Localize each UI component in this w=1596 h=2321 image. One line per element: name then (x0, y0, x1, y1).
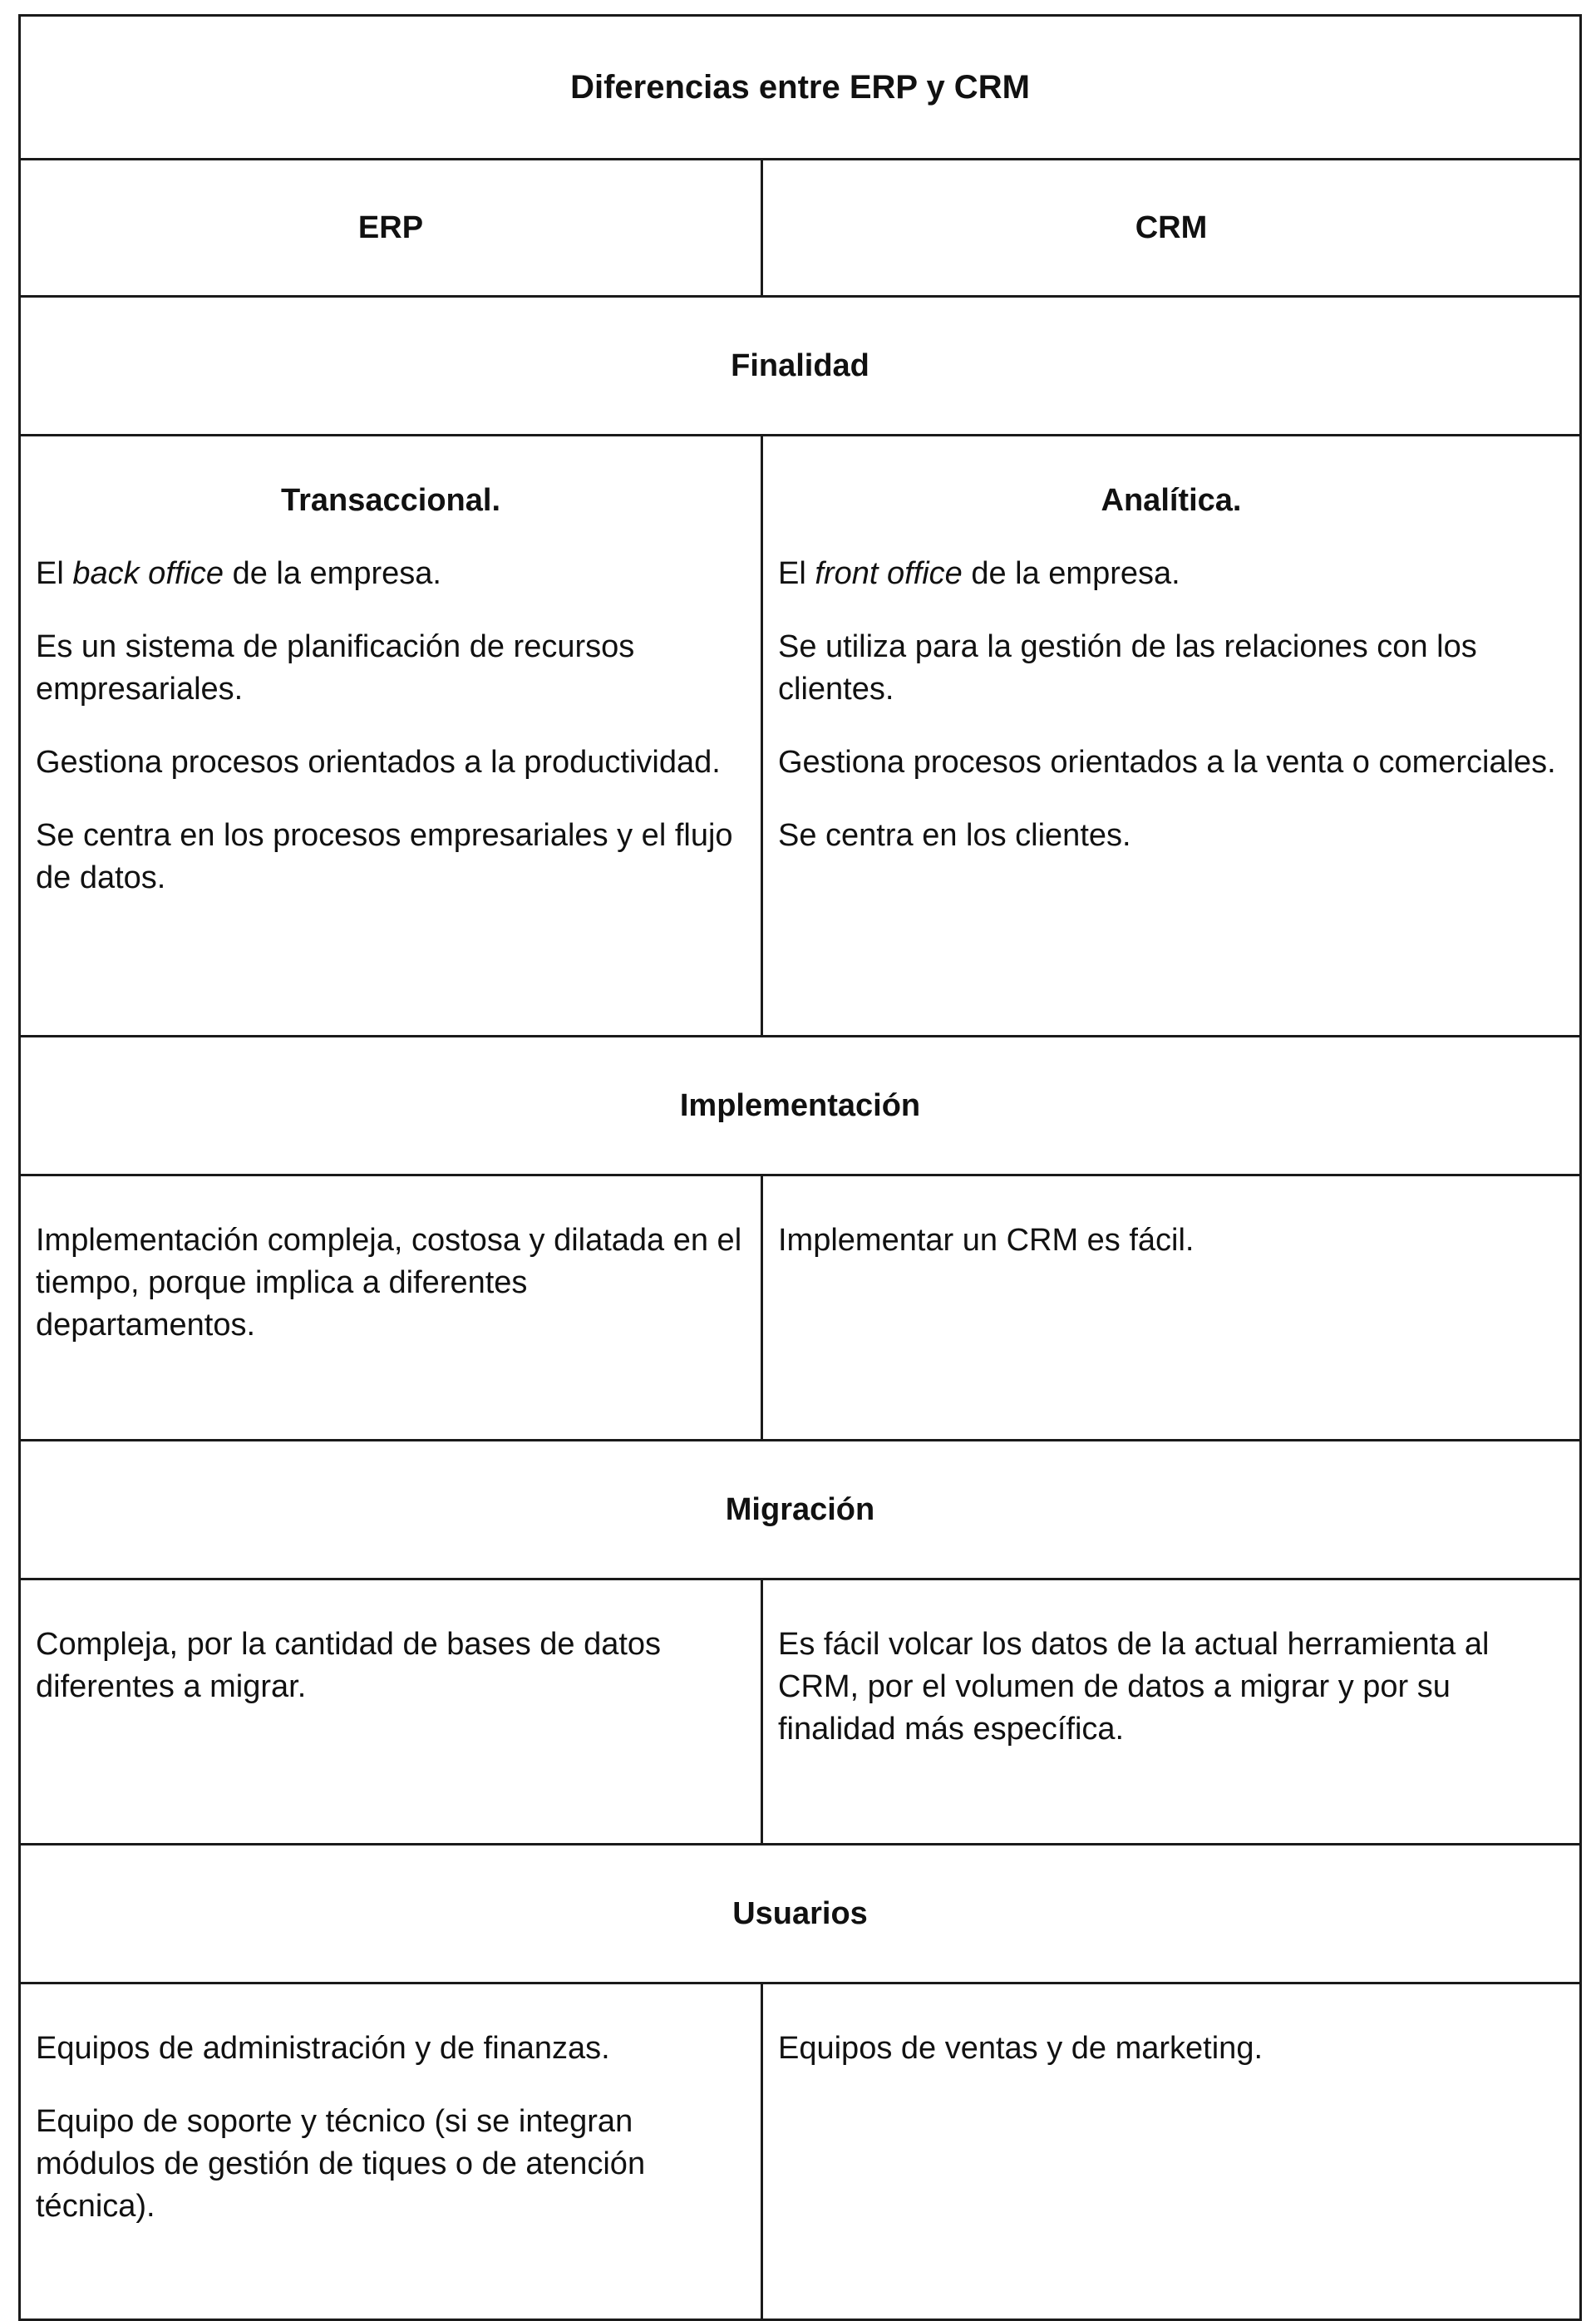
section-heading: Implementación (20, 1037, 1581, 1175)
list-item: Se centra en los clientes. (778, 818, 1131, 853)
section-row-migracion (20, 1441, 1581, 1579)
content-row-usuarios (20, 1983, 1581, 2320)
content-row-implementacion (20, 1175, 1581, 1441)
italic-term: front office (815, 556, 963, 591)
erp-cell (20, 1579, 762, 1845)
section-row-finalidad (20, 297, 1581, 436)
column-header-row (20, 160, 1581, 297)
crm-cell (762, 1579, 1581, 1845)
erp-cell (20, 1175, 762, 1441)
section-row-implementacion (20, 1037, 1581, 1175)
section-heading: Usuarios (20, 1845, 1581, 1983)
list-item: Se centra en los procesos empresariales y el flujo de datos. (36, 818, 733, 895)
italic-term: back office (72, 556, 224, 591)
list-item: Compleja, por la cantidad de bases de datos diferentes a migrar. (36, 1627, 662, 1704)
list-item: Equipo de soporte y técnico (si se integran módulos de gestión de tiques o de atención técnica). (36, 2104, 646, 2224)
crm-cell (762, 1175, 1581, 1441)
erp-cell (20, 436, 762, 1037)
list-item (778, 553, 1564, 595)
list-item: Es un sistema de planificación de recursos empresariales. (36, 629, 635, 707)
list-item: Equipos de administración y de finanzas. (36, 2031, 610, 2066)
column-header-crm: CRM (762, 160, 1581, 297)
crm-subheading: Analítica. (1101, 483, 1242, 518)
erp-cell (20, 1983, 762, 2320)
list-item: Gestiona procesos orientados a la productividad. (36, 745, 721, 780)
crm-cell (762, 1983, 1581, 2320)
crm-cell (762, 436, 1581, 1037)
list-item: Equipos de ventas y de marketing. (778, 2031, 1264, 2066)
list-item (36, 553, 746, 595)
section-heading: Finalidad (20, 297, 1581, 436)
content-row-migracion (20, 1579, 1581, 1845)
section-heading: Migración (20, 1441, 1581, 1579)
list-item: Es fácil volcar los datos de la actual herramienta al CRM, por el volumen de datos a migrar y por su finalidad más específica. (778, 1627, 1490, 1747)
erp-subheading: Transaccional. (280, 483, 500, 518)
text-run: El (36, 556, 73, 591)
list-item: Implementar un CRM es fácil. (778, 1223, 1195, 1258)
text-run: El (778, 556, 815, 591)
title-row (20, 16, 1581, 160)
content-row-finalidad (20, 436, 1581, 1037)
list-item: Implementación compleja, costosa y dilatada en el tiempo, porque implica a diferentes departamentos. (36, 1223, 742, 1343)
column-header-erp: ERP (20, 160, 762, 297)
erp-crm-comparison-table (18, 14, 1582, 2321)
table-title: Diferencias entre ERP y CRM (20, 16, 1581, 160)
section-row-usuarios (20, 1845, 1581, 1983)
list-item: Se utiliza para la gestión de las relaciones con los clientes. (778, 629, 1477, 707)
list-item: Gestiona procesos orientados a la venta o comerciales. (778, 745, 1556, 780)
text-run: de la empresa. (962, 556, 1180, 591)
text-run: de la empresa. (224, 556, 441, 591)
